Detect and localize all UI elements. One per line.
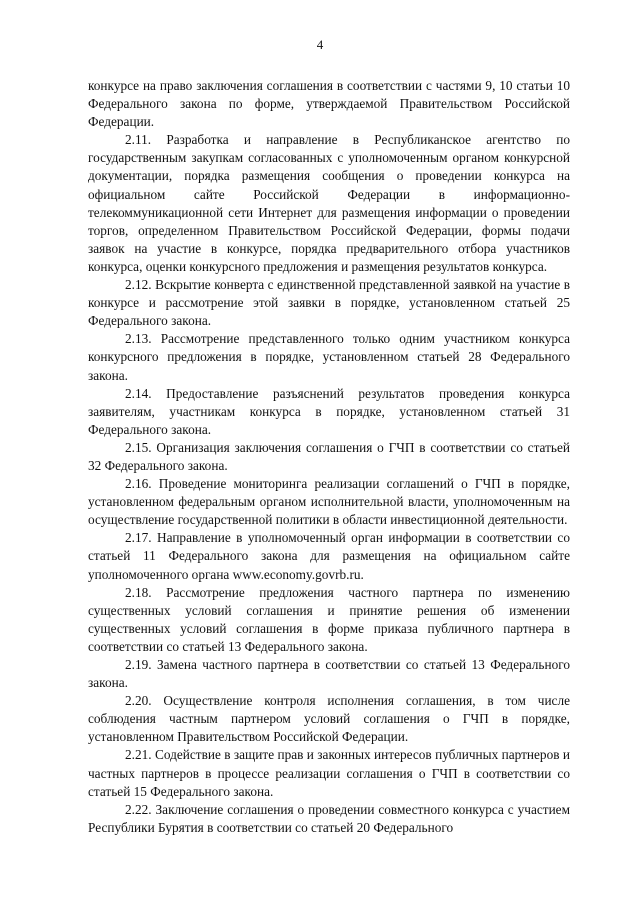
paragraph-2-20: 2.20. Осуществление контроля исполнения соглашения, в том числе соблюдения частным партнером условий соглашения о ГЧП в порядке, установленном Правительством Российской Федерации.: [88, 693, 570, 745]
paragraph-2-22: 2.22. Заключение соглашения о проведении совместного конкурса с участием Республики Бурятия в соответствии со статьей 20 Федерального: [88, 801, 570, 835]
paragraph-2-16: 2.16. Проведение мониторинга реализации соглашений о ГЧП в порядке, установленном федеральным органом исполнительной власти, уполномоченным на осуществление государственной политики в области инвестиционной деятельности.: [88, 476, 570, 528]
paragraph-2-18: 2.18. Рассмотрение предложения частного партнера по изменению существенных условий соглашения и принятие решения об изменении существенных условий соглашения в форме приказа публичного партнера в соответствии со статьей 13 Федерального закона.: [88, 584, 570, 654]
paragraph-2-15: 2.15. Организация заключения соглашения о ГЧП в соответствии со статьей 32 Федерального закона.: [88, 439, 570, 473]
paragraph-2-21: 2.21. Содействие в защите прав и законных интересов публичных партнеров и частных партнеров в процессе реализации соглашения о ГЧП в соответствии со статьей 15 Федерального закона.: [88, 747, 570, 799]
paragraph-2-11: 2.11. Разработка и направление в Республиканское агентство по государственным закупкам согласованных с уполномоченным органом конкурсной документации, порядка размещения сообщения о проведении конкурса на официальном сайте Российской Федерации в информационно-телекоммуникационной сети Интернет для размещения информации о проведении торгов, определенном Правительством Российской Федерации, формы подачи заявок на участие в конкурсе, порядка предварительного отбора участников конкурса, оценки конкурсного предложения и размещения результатов конкурса.: [88, 132, 570, 274]
paragraph-2-14: 2.14. Предоставление разъяснений результатов проведения конкурса заявителям, участникам конкурса в порядке, установленном статьей 31 Федерального закона.: [88, 385, 570, 437]
paragraph-continuation: конкурсе на право заключения соглашения в соответствии с частями 9, 10 статьи 10 Федерального закона по форме, утверждаемой Правительством Российской Федерации.: [88, 78, 570, 130]
paragraph-2-12: 2.12. Вскрытие конверта с единственной представленной заявкой на участие в конкурсе и рассмотрение этой заявки в порядке, установленном статьей 25 Федерального закона.: [88, 277, 570, 329]
paragraph-2-13: 2.13. Рассмотрение представленного только одним участником конкурса конкурсного предложения в порядке, установленном статьей 28 Федерального закона.: [88, 331, 570, 383]
paragraph-2-17: 2.17. Направление в уполномоченный орган информации в соответствии со статьей 11 Федерального закона для размещения на официальном сайте уполномоченного органа www.economy.govrb.ru.: [88, 530, 570, 582]
paragraph-2-19: 2.19. Замена частного партнера в соответствии со статьей 13 Федерального закона.: [88, 657, 570, 691]
page-number: 4: [316, 37, 324, 52]
document-body: [88, 77, 570, 837]
